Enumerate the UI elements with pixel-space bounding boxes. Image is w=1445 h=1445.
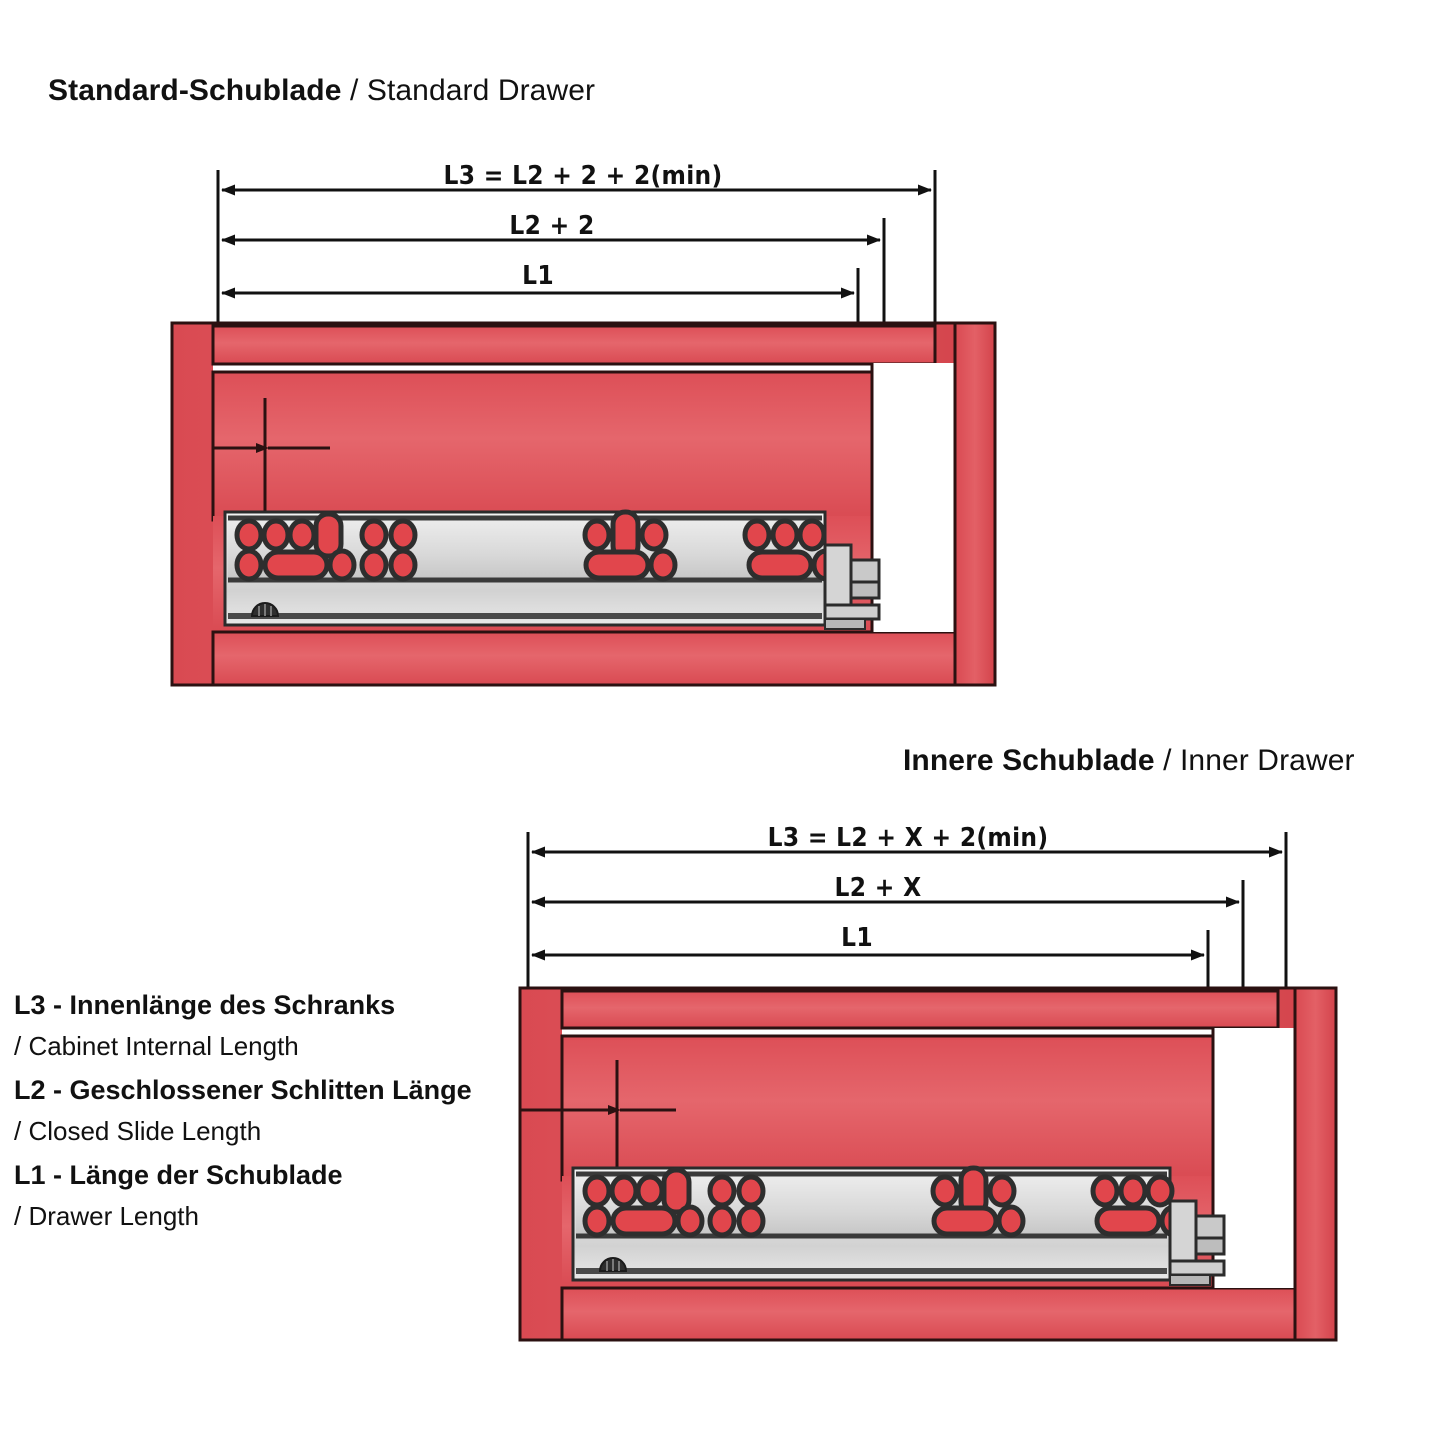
dimension-arrows-inner bbox=[532, 852, 1282, 955]
slide-hole-group-a bbox=[585, 1170, 702, 1235]
legend-item-l3-en: / Cabinet Internal Length bbox=[14, 1031, 299, 1061]
legend-item-l1-de: L1 - Länge der Schublade bbox=[14, 1160, 343, 1190]
section-title-en: Standard Drawer bbox=[366, 74, 596, 107]
legend bbox=[14, 992, 534, 1247]
legend-item-l2-en: / Closed Slide Length bbox=[14, 1116, 262, 1146]
section-title-en: Inner Drawer bbox=[1179, 744, 1355, 777]
dimension-label-l2-inner: L2 + X bbox=[834, 873, 922, 903]
section-title-de: Innere Schublade bbox=[903, 744, 1155, 777]
section-title-separator: / bbox=[341, 74, 367, 107]
extension-lines-inner bbox=[528, 832, 1286, 1010]
dimension-label-l2-standard: L2 + 2 bbox=[509, 211, 595, 241]
legend-item-l1-en: / Drawer Length bbox=[14, 1201, 199, 1231]
legend-item-l3-de: L3 - Innenlänge des Schranks bbox=[14, 990, 396, 1020]
slide-hole-group-c bbox=[933, 1168, 1023, 1235]
legend-item-l2-de: L2 - Geschlossener Schlitten Länge bbox=[14, 1075, 472, 1105]
drawer-slide-inner bbox=[573, 1168, 1224, 1285]
dimension-label-l3-inner: L3 = L2 + X + 2(min) bbox=[767, 823, 1049, 853]
dimension-label-l1-standard: L1 bbox=[522, 261, 554, 291]
section-title-separator: / bbox=[1154, 744, 1180, 777]
dimension-label-l1-inner: L1 bbox=[841, 923, 873, 953]
dimension-label-l3-standard: L3 = L2 + 2 + 2(min) bbox=[443, 161, 723, 191]
section-title-de: Standard-Schublade bbox=[48, 74, 342, 107]
